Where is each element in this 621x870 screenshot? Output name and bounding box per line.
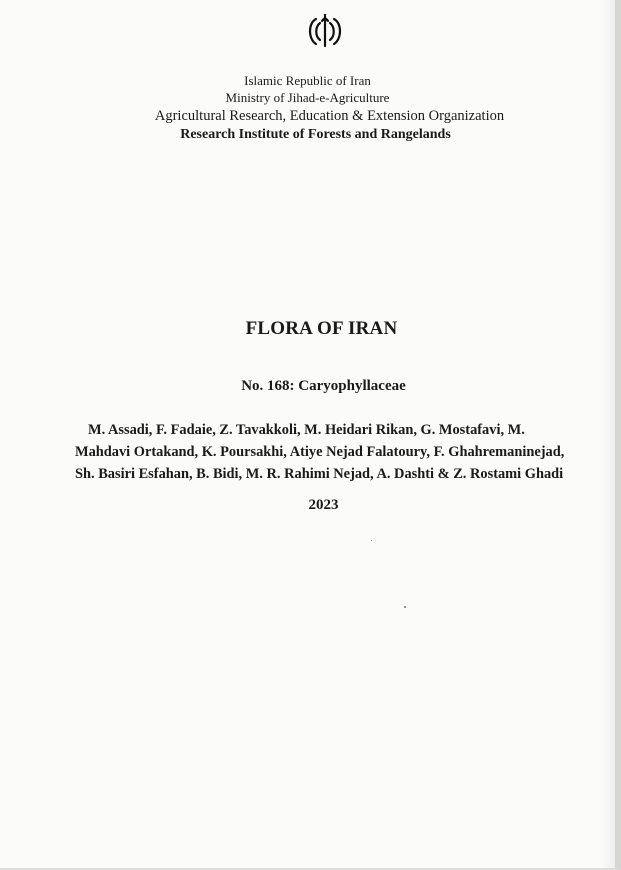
author-list [75,419,605,485]
publication-year: 2023 [308,497,339,513]
country-name: Islamic Republic of Iran [244,73,371,88]
paper-speck [371,540,372,541]
institute-name: Research Institute of Forests and Rangelands [180,127,451,142]
ministry-name: Ministry of Jihad-e-Agriculture [225,90,390,105]
author-line: Mahdavi Ortakand, K. Poursakhi, Atiye Nejad Falatoury, F. Ghahremaninejad, [75,444,565,460]
author-line: Sh. Basiri Esfahan, B. Bidi, M. R. Rahimi Nejad, A. Dashti & Z. Rostami Ghadi [75,466,564,482]
paper-speck [404,606,406,608]
book-title: FLORA OF IRAN [245,318,398,339]
iran-emblem-icon [303,13,347,49]
organization-name: Agricultural Research, Education & Extension Organization [154,108,505,124]
volume-number: No. 168: Caryophyllaceae [241,378,406,394]
author-line: M. Assadi, F. Fadaie, Z. Tavakkoli, M. Heidari Rikan, G. Mostafavi, M. [88,422,525,438]
